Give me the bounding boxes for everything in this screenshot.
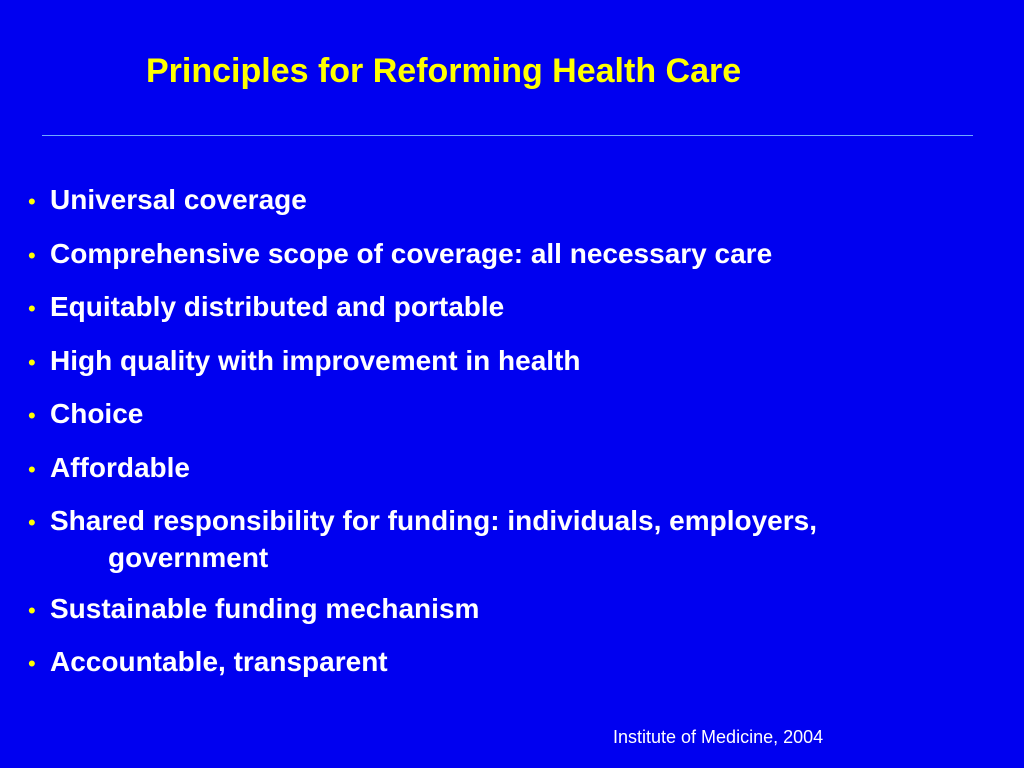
bullet-item [28, 289, 1018, 327]
bullet-text: Choice [50, 398, 144, 429]
bullet-text: Equitably distributed and portable [50, 291, 505, 322]
slide-title: Principles for Reforming Health Care [146, 52, 742, 90]
bullet-list [28, 182, 1018, 698]
bullet-item [28, 644, 1018, 682]
bullet-continuation: government [108, 542, 269, 573]
bullet-dot-icon: • [28, 456, 36, 482]
bullet-item [28, 591, 1018, 629]
bullet-dot-icon: • [28, 242, 36, 268]
bullet-text: Shared responsibility for funding: individuals, employers, [50, 505, 818, 536]
bullet-item [28, 396, 1018, 434]
bullet-dot-icon: • [28, 189, 36, 214]
bullet-item [28, 182, 1018, 220]
bullet-text: Universal coverage [50, 184, 307, 215]
bullet-text: Accountable, transparent [50, 646, 388, 677]
bullet-dot-icon: • [28, 510, 36, 535]
bullet-item [28, 343, 1018, 381]
bullet-dot-icon: • [28, 296, 36, 321]
bullet-dot-icon: • [28, 349, 36, 375]
bullet-dot-icon: • [28, 651, 36, 676]
bullet-item [28, 236, 1018, 274]
bullet-text: Affordable [50, 451, 190, 483]
bullet-dot-icon: • [28, 597, 36, 623]
bullet-text: High quality with improvement in health [50, 344, 581, 376]
bullet-item [28, 503, 1018, 575]
bullet-text: Comprehensive scope of coverage: all necessary care [50, 237, 773, 269]
bullet-text: Sustainable funding mechanism [50, 592, 480, 624]
title-divider [42, 135, 973, 136]
source-citation: Institute of Medicine, 2004 [613, 727, 824, 747]
bullet-item [28, 450, 1018, 488]
bullet-dot-icon: • [28, 403, 36, 428]
